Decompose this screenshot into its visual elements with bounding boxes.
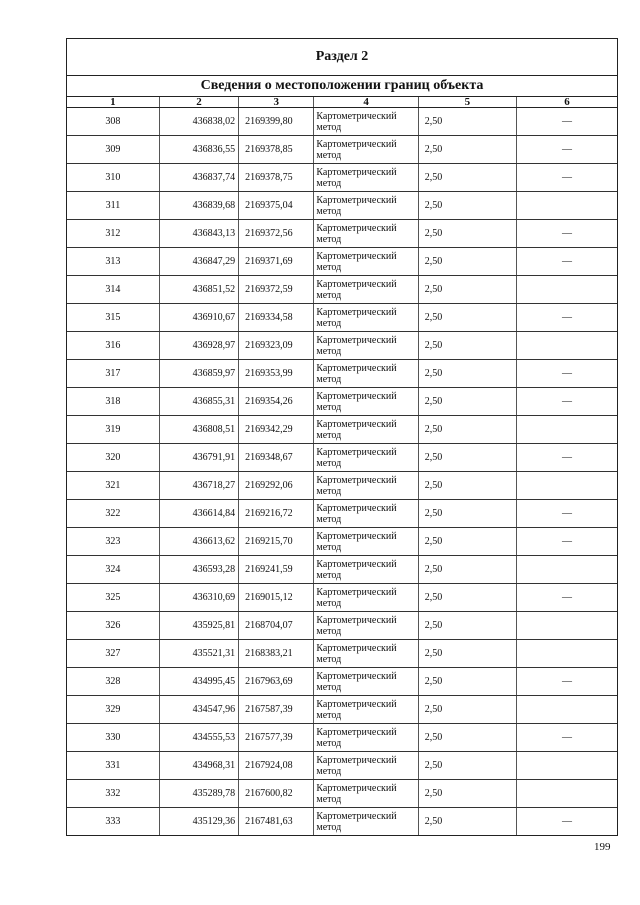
point-number-cell: 308 bbox=[67, 108, 159, 136]
description-cell: — bbox=[517, 388, 617, 416]
description-cell bbox=[517, 556, 617, 584]
method-cell: Картометрический метод bbox=[314, 388, 418, 416]
method-cell: Картометрический метод bbox=[314, 528, 418, 556]
method-cell: Картометрический метод bbox=[314, 472, 418, 500]
y-coordinate-cell: 2167587,39 bbox=[239, 696, 314, 724]
description-cell: — bbox=[517, 444, 617, 472]
y-coordinate-cell: 2169378,85 bbox=[239, 136, 314, 164]
accuracy-cell: 2,50 bbox=[418, 220, 516, 248]
description-cell: — bbox=[517, 164, 617, 192]
x-coordinate-cell: 435925,81 bbox=[159, 612, 238, 640]
column-header: 2 bbox=[159, 97, 238, 108]
point-number-cell: 310 bbox=[67, 164, 159, 192]
accuracy-cell: 2,50 bbox=[418, 164, 516, 192]
accuracy-cell: 2,50 bbox=[418, 612, 516, 640]
y-coordinate-cell: 2169292,06 bbox=[239, 472, 314, 500]
accuracy-cell: 2,50 bbox=[418, 360, 516, 388]
table-row bbox=[67, 752, 617, 780]
table-row bbox=[67, 276, 617, 304]
accuracy-cell: 2,50 bbox=[418, 416, 516, 444]
column-header: 5 bbox=[418, 97, 516, 108]
method-cell: Картометрический метод bbox=[314, 724, 418, 752]
point-number-cell: 321 bbox=[67, 472, 159, 500]
x-coordinate-cell: 434968,31 bbox=[159, 752, 238, 780]
section-title: Раздел 2 bbox=[67, 39, 617, 76]
table-title: Сведения о местоположении границ объекта bbox=[67, 76, 617, 97]
point-number-cell: 324 bbox=[67, 556, 159, 584]
point-number-cell: 318 bbox=[67, 388, 159, 416]
x-coordinate-cell: 436838,02 bbox=[159, 108, 238, 136]
y-coordinate-cell: 2167600,82 bbox=[239, 780, 314, 808]
description-cell bbox=[517, 780, 617, 808]
point-number-cell: 327 bbox=[67, 640, 159, 668]
y-coordinate-cell: 2168383,21 bbox=[239, 640, 314, 668]
y-coordinate-cell: 2167577,39 bbox=[239, 724, 314, 752]
column-header-row bbox=[67, 97, 617, 108]
point-number-cell: 315 bbox=[67, 304, 159, 332]
y-coordinate-cell: 2169342,29 bbox=[239, 416, 314, 444]
method-cell: Картометрический метод bbox=[314, 360, 418, 388]
description-cell: — bbox=[517, 528, 617, 556]
y-coordinate-cell: 2169371,69 bbox=[239, 248, 314, 276]
table-row bbox=[67, 696, 617, 724]
point-number-cell: 332 bbox=[67, 780, 159, 808]
method-cell: Картометрический метод bbox=[314, 304, 418, 332]
description-cell: — bbox=[517, 360, 617, 388]
method-cell: Картометрический метод bbox=[314, 136, 418, 164]
table-row bbox=[67, 640, 617, 668]
x-coordinate-cell: 436928,97 bbox=[159, 332, 238, 360]
table-row bbox=[67, 192, 617, 220]
accuracy-cell: 2,50 bbox=[418, 808, 516, 836]
method-cell: Картометрический метод bbox=[314, 752, 418, 780]
column-header: 4 bbox=[314, 97, 418, 108]
boundary-coordinates-table bbox=[67, 97, 617, 835]
x-coordinate-cell: 436310,69 bbox=[159, 584, 238, 612]
y-coordinate-cell: 2169372,59 bbox=[239, 276, 314, 304]
point-number-cell: 328 bbox=[67, 668, 159, 696]
accuracy-cell: 2,50 bbox=[418, 192, 516, 220]
accuracy-cell: 2,50 bbox=[418, 444, 516, 472]
column-header: 3 bbox=[239, 97, 314, 108]
description-cell: — bbox=[517, 724, 617, 752]
x-coordinate-cell: 436910,67 bbox=[159, 304, 238, 332]
description-cell bbox=[517, 276, 617, 304]
accuracy-cell: 2,50 bbox=[418, 248, 516, 276]
y-coordinate-cell: 2169399,80 bbox=[239, 108, 314, 136]
point-number-cell: 320 bbox=[67, 444, 159, 472]
table-row bbox=[67, 724, 617, 752]
point-number-cell: 313 bbox=[67, 248, 159, 276]
description-cell: — bbox=[517, 808, 617, 836]
table-row bbox=[67, 472, 617, 500]
method-cell: Картометрический метод bbox=[314, 416, 418, 444]
accuracy-cell: 2,50 bbox=[418, 388, 516, 416]
x-coordinate-cell: 436791,91 bbox=[159, 444, 238, 472]
table-row bbox=[67, 388, 617, 416]
method-cell: Картометрический метод bbox=[314, 780, 418, 808]
accuracy-cell: 2,50 bbox=[418, 724, 516, 752]
method-cell: Картометрический метод bbox=[314, 332, 418, 360]
method-cell: Картометрический метод bbox=[314, 556, 418, 584]
description-cell: — bbox=[517, 304, 617, 332]
x-coordinate-cell: 436808,51 bbox=[159, 416, 238, 444]
y-coordinate-cell: 2167963,69 bbox=[239, 668, 314, 696]
x-coordinate-cell: 434995,45 bbox=[159, 668, 238, 696]
x-coordinate-cell: 436839,68 bbox=[159, 192, 238, 220]
table-row bbox=[67, 444, 617, 472]
y-coordinate-cell: 2169348,67 bbox=[239, 444, 314, 472]
page-number: 199 bbox=[594, 841, 611, 853]
table-row bbox=[67, 668, 617, 696]
method-cell: Картометрический метод bbox=[314, 640, 418, 668]
x-coordinate-cell: 436847,29 bbox=[159, 248, 238, 276]
description-cell bbox=[517, 612, 617, 640]
y-coordinate-cell: 2169353,99 bbox=[239, 360, 314, 388]
method-cell: Картометрический метод bbox=[314, 192, 418, 220]
x-coordinate-cell: 436836,55 bbox=[159, 136, 238, 164]
table-row bbox=[67, 220, 617, 248]
y-coordinate-cell: 2169354,26 bbox=[239, 388, 314, 416]
x-coordinate-cell: 434555,53 bbox=[159, 724, 238, 752]
x-coordinate-cell: 435521,31 bbox=[159, 640, 238, 668]
y-coordinate-cell: 2169216,72 bbox=[239, 500, 314, 528]
method-cell: Картометрический метод bbox=[314, 808, 418, 836]
description-cell: — bbox=[517, 668, 617, 696]
table-row bbox=[67, 500, 617, 528]
accuracy-cell: 2,50 bbox=[418, 500, 516, 528]
table-row bbox=[67, 808, 617, 836]
accuracy-cell: 2,50 bbox=[418, 136, 516, 164]
table-row bbox=[67, 248, 617, 276]
x-coordinate-cell: 436859,97 bbox=[159, 360, 238, 388]
document-table-frame bbox=[66, 38, 618, 836]
point-number-cell: 314 bbox=[67, 276, 159, 304]
table-row bbox=[67, 556, 617, 584]
accuracy-cell: 2,50 bbox=[418, 584, 516, 612]
x-coordinate-cell: 435289,78 bbox=[159, 780, 238, 808]
table-row bbox=[67, 136, 617, 164]
x-coordinate-cell: 436855,31 bbox=[159, 388, 238, 416]
accuracy-cell: 2,50 bbox=[418, 556, 516, 584]
accuracy-cell: 2,50 bbox=[418, 528, 516, 556]
y-coordinate-cell: 2169378,75 bbox=[239, 164, 314, 192]
table-row bbox=[67, 164, 617, 192]
method-cell: Картометрический метод bbox=[314, 612, 418, 640]
point-number-cell: 323 bbox=[67, 528, 159, 556]
point-number-cell: 312 bbox=[67, 220, 159, 248]
y-coordinate-cell: 2169334,58 bbox=[239, 304, 314, 332]
accuracy-cell: 2,50 bbox=[418, 276, 516, 304]
accuracy-cell: 2,50 bbox=[418, 472, 516, 500]
point-number-cell: 333 bbox=[105, 816, 121, 827]
y-coordinate-cell: 2167924,08 bbox=[239, 752, 314, 780]
method-cell: Картометрический метод bbox=[314, 164, 418, 192]
description-cell: — bbox=[517, 136, 617, 164]
column-header: 6 bbox=[517, 97, 617, 108]
point-number-cell: 325 bbox=[67, 584, 159, 612]
point-number-cell: 322 bbox=[67, 500, 159, 528]
accuracy-cell: 2,50 bbox=[418, 668, 516, 696]
point-number-cell: 331 bbox=[67, 752, 159, 780]
accuracy-cell: 2,50 bbox=[418, 696, 516, 724]
accuracy-cell: 2,50 bbox=[418, 752, 516, 780]
y-coordinate-cell: 2169375,04 bbox=[239, 192, 314, 220]
method-cell: Картометрический метод bbox=[314, 248, 418, 276]
table-row bbox=[67, 528, 617, 556]
x-coordinate-cell: 436843,13 bbox=[159, 220, 238, 248]
table-row bbox=[67, 108, 617, 136]
description-cell: — bbox=[517, 248, 617, 276]
description-cell: — bbox=[517, 584, 617, 612]
method-cell: Картометрический метод bbox=[314, 444, 418, 472]
x-coordinate-cell: 436593,28 bbox=[159, 556, 238, 584]
point-number-cell: 311 bbox=[67, 192, 159, 220]
method-cell: Картометрический метод bbox=[314, 668, 418, 696]
point-number-cell: 319 bbox=[67, 416, 159, 444]
y-coordinate-cell: 2169215,70 bbox=[239, 528, 314, 556]
table-row bbox=[67, 780, 617, 808]
method-cell: Картометрический метод bbox=[314, 220, 418, 248]
table-row bbox=[67, 304, 617, 332]
table-row bbox=[67, 360, 617, 388]
y-coordinate-cell: 2169372,56 bbox=[239, 220, 314, 248]
x-coordinate-cell: 435129,36 bbox=[159, 808, 238, 836]
y-coordinate-cell: 2169241,59 bbox=[239, 556, 314, 584]
description-cell bbox=[517, 416, 617, 444]
method-cell: Картометрический метод bbox=[314, 696, 418, 724]
point-number-cell: 329 bbox=[67, 696, 159, 724]
point-number-cell: 309 bbox=[67, 136, 159, 164]
accuracy-cell: 2,50 bbox=[418, 304, 516, 332]
y-coordinate-cell: 2169323,09 bbox=[239, 332, 314, 360]
description-cell: — bbox=[517, 220, 617, 248]
point-number-cell: 326 bbox=[67, 612, 159, 640]
description-cell bbox=[517, 472, 617, 500]
accuracy-cell: 2,50 bbox=[418, 108, 516, 136]
column-header: 1 bbox=[67, 97, 159, 108]
x-coordinate-cell: 436851,52 bbox=[159, 276, 238, 304]
y-coordinate-cell: 2168704,07 bbox=[239, 612, 314, 640]
method-cell: Картометрический метод bbox=[314, 500, 418, 528]
point-number-cell: 317 bbox=[67, 360, 159, 388]
x-coordinate-cell: 436718,27 bbox=[159, 472, 238, 500]
description-cell bbox=[517, 752, 617, 780]
accuracy-cell: 2,50 bbox=[418, 332, 516, 360]
y-coordinate-cell: 2167481,63 bbox=[239, 808, 314, 836]
x-coordinate-cell: 436613,62 bbox=[159, 528, 238, 556]
point-number-cell: 330 bbox=[67, 724, 159, 752]
table-row bbox=[67, 416, 617, 444]
description-cell: — bbox=[517, 500, 617, 528]
description-cell bbox=[517, 696, 617, 724]
method-cell: Картометрический метод bbox=[314, 108, 418, 136]
x-coordinate-cell: 436837,74 bbox=[159, 164, 238, 192]
table-row bbox=[67, 332, 617, 360]
accuracy-cell: 2,50 bbox=[418, 780, 516, 808]
x-coordinate-cell: 436614,84 bbox=[159, 500, 238, 528]
description-cell bbox=[517, 192, 617, 220]
point-number-cell: 316 bbox=[67, 332, 159, 360]
table-row bbox=[67, 612, 617, 640]
method-cell: Картометрический метод bbox=[314, 584, 418, 612]
accuracy-cell: 2,50 bbox=[418, 640, 516, 668]
description-cell bbox=[517, 640, 617, 668]
description-cell bbox=[517, 332, 617, 360]
description-cell: — bbox=[517, 108, 617, 136]
x-coordinate-cell: 434547,96 bbox=[159, 696, 238, 724]
y-coordinate-cell: 2169015,12 bbox=[239, 584, 314, 612]
method-cell: Картометрический метод bbox=[314, 276, 418, 304]
table-row bbox=[67, 584, 617, 612]
